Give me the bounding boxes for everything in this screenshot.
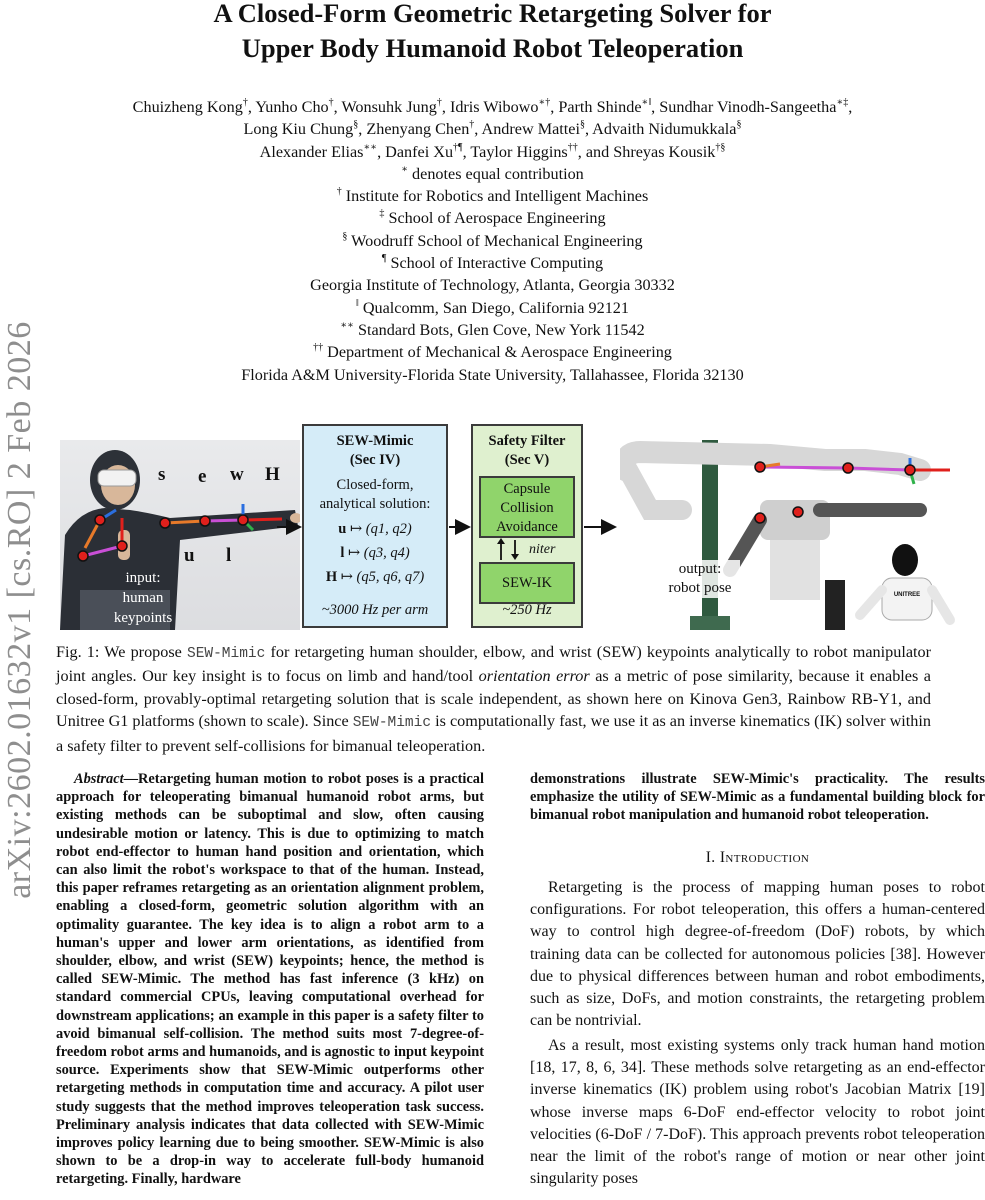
affiliation xyxy=(30,252,955,274)
affiliation xyxy=(30,297,955,319)
section-title: Introduction xyxy=(719,848,810,866)
abstract-continued: demonstrations illustrate SEW-Mimic's practicality. The results emphasize the utility of SEW-Mimic as a fundamental building block for bimanual robot manipulation and humanoid robot teleoperation. xyxy=(530,771,985,824)
author-mark: § xyxy=(736,119,742,131)
figure-1 xyxy=(55,422,985,634)
affiliation-text: Woodruff School of Mechanical Engineering xyxy=(351,231,643,250)
author-sep: , xyxy=(247,98,256,116)
arxiv-stamp-text: arXiv:2602.01632v1 [cs.RO] 2 Feb 2026 xyxy=(1,321,38,899)
author-name: Parth Shinde xyxy=(558,98,642,116)
author-line-2 xyxy=(30,118,955,140)
caption-text: as a metric of pose similarity, because it enables a closed-form, provably-optimal retargeting solution that is scale independent, as shown here on Kinova Gen3, Rainbow RB-Y1, and Unitree G1 platforms (shown to scale). Since xyxy=(56,667,931,731)
sew-box-title: SEW-Mimic xyxy=(336,433,414,449)
author-name: Taylor Higgins xyxy=(470,142,568,161)
affiliation xyxy=(30,163,955,185)
affiliation xyxy=(30,274,955,296)
author-name: Sundhar Vinodh-Sangeetha xyxy=(659,98,837,116)
map-lhs: H xyxy=(325,569,338,585)
author-sep: , xyxy=(474,120,482,139)
affiliation-text: Department of Mechanical & Aerospace Engineering xyxy=(327,343,672,362)
intro-paragraph-2: As a result, most existing systems only track human hand motion [18, 17, 8, 6, 34]. These methods solve retargeting as an end-effector inverse kinematics (IK) problem using robot's Jacobian Matrix [19] whose inverse maps 6-DoF end-effector velocity to robot joint velocities (6-DoF / 7-DoF). This approach prevents robot teleoperation near the limit of the robot's range of motion or near other joint singularity poses xyxy=(530,1036,985,1188)
author-sep: , xyxy=(550,98,559,116)
caption-text: Fig. 1: We propose xyxy=(56,643,187,661)
capsule-label: Avoidance xyxy=(496,519,558,535)
label-H: H xyxy=(265,464,280,485)
safety-filter-box xyxy=(471,424,583,628)
author-name: Chuizheng Kong xyxy=(132,98,243,116)
author-mark: ∗† xyxy=(538,97,551,108)
abstract-dash: — xyxy=(123,771,138,787)
map-rhs: (q1, q2) xyxy=(365,521,412,537)
abstract xyxy=(56,770,484,1189)
robot-logo: UNITREE xyxy=(893,592,921,598)
affiliation xyxy=(30,364,955,386)
affiliation-mark: ∗∗ xyxy=(340,319,354,331)
abstract-label: Abstract xyxy=(74,771,124,787)
map-rhs: (q5, q6, q7) xyxy=(356,569,425,585)
affiliation-text: Qualcomm, San Diego, California 92121 xyxy=(362,298,629,317)
author-mark: † xyxy=(242,97,248,108)
affiliation xyxy=(30,207,955,229)
label-e: e xyxy=(198,466,207,487)
output-label xyxy=(660,560,740,598)
affiliation-mark: † xyxy=(336,186,342,198)
affiliation-text: Standard Bots, Glen Cove, New York 11542 xyxy=(357,320,645,339)
affiliation-mark: ‖ xyxy=(355,297,359,309)
sew-box-desc: analytical solution: xyxy=(319,496,431,512)
sew-box-rate: ~3000 Hz per arm xyxy=(321,602,429,618)
author-mark: § xyxy=(579,119,585,131)
input-label-line: input: xyxy=(125,570,161,586)
caption-method-name: SEW-Mimic xyxy=(187,646,266,662)
author-sep: , xyxy=(651,98,660,116)
author-sep: , xyxy=(848,98,853,116)
robots-svg xyxy=(620,440,985,632)
author-mark: †¶ xyxy=(453,141,463,153)
capsule-label: Collision xyxy=(500,500,554,516)
abstract-text: Retargeting human motion to robot poses is a practical approach for teleoperating bimanual humanoid robot arms, but existing methods can be suboptimal and slow, often causing undesirable motion or latency. This is due to optimizing to match robot end-effector to human hand position and orientation, which can also limit the robot's workspace to that of the human. Instead, this paper reframes retargeting as an orientation alignment problem, enabling a closed-form, geometric solution algorithm with an optimality guarantee. The key idea is to align a robot arm to a human's upper and lower arm orientations, as identified from shoulder, elbow, and wrist (SEW) keypoints; hence, the method is called SEW-Mimic. The method has fast inference (3 kHz) on standard commercial CPUs, leaving computational overhead for downstream applications; an example in this paper is a safety filter to avoid bimanual self-collision. The method suits most 7-degree-of-freedom robot arms and humanoids, and is agnostic to input keypoint source. Experiments show that SEW-Mimic outperforms other retargeting methods in computation time and accuracy. A pilot user study suggests that the method improves teleoperation task success. Preliminary analysis indicates that data collected with SEW-Mimic improves policy learning due to being smoother. SEW-Mimic is also shown to be a drop-in way to accelerate full-body humanoid retargeting. Finally, hardware xyxy=(56,771,484,1188)
author-sep: , xyxy=(462,142,471,161)
section-numeral: I. xyxy=(705,848,716,866)
robots-illustration xyxy=(620,440,985,632)
sew-map-H: H ↦ (q5, q6, q7) xyxy=(325,569,425,585)
intro-paragraph-1: Retargeting is the process of mapping human poses to robot configurations. For robot teleoperation, this offers a human-centered way to control high degree-of-freedom (DoF) robots, by which training data can be collected for autonomous policies [38]. However due to physical differences between human and robot embodiments, such as size, DoFs, and motion constraints, the retargeting problem can be nontrivial. xyxy=(530,878,985,1030)
capsule-collision-box xyxy=(479,476,575,538)
author-mark: † xyxy=(436,97,442,108)
author-line-3 xyxy=(30,141,955,163)
capsule-label: Capsule xyxy=(503,481,551,497)
affiliation-mark: ∗ xyxy=(401,163,408,175)
affiliation-mark: § xyxy=(342,230,348,242)
author-mark: †† xyxy=(567,141,578,153)
author-name: Shreyas Kousik xyxy=(613,142,716,161)
caption-text: is computationally fast, we use it as an inverse kinematics (IK) solver within a safety filter to prevent self-collisions for bimanual teleoperation. xyxy=(56,712,931,755)
author-sep: , xyxy=(441,98,450,116)
safety-box-section: (Sec V) xyxy=(504,452,550,468)
sew-map-u: u ↦ (q1, q2) xyxy=(338,521,412,537)
author-name: Zhenyang Chen xyxy=(366,120,470,139)
author-name: Yunho Cho xyxy=(255,98,329,116)
niter-label: niter xyxy=(529,542,556,557)
output-label-line: output: xyxy=(678,561,722,577)
author-name: Danfei Xu xyxy=(385,142,454,161)
label-l: l xyxy=(226,545,232,566)
label-w: w xyxy=(230,464,244,485)
section-heading xyxy=(530,849,985,867)
author-mark: †§ xyxy=(715,141,726,153)
arxiv-stamp xyxy=(0,300,40,920)
affiliation-mark: ¶ xyxy=(381,253,387,265)
figure-caption xyxy=(56,641,931,757)
sew-box-desc: Closed-form, xyxy=(336,477,414,493)
title-line-2: Upper Body Humanoid Robot Teleoperation xyxy=(241,33,744,63)
affiliation-text: School of Aerospace Engineering xyxy=(388,209,606,228)
affiliation xyxy=(30,341,955,363)
author-sep: , xyxy=(584,120,593,139)
input-label-line: keypoints xyxy=(113,610,173,626)
sew-ik-box: SEW-IK xyxy=(479,562,575,604)
caption-method-name: SEW-Mimic xyxy=(352,715,432,732)
affiliation xyxy=(30,319,955,341)
affiliation xyxy=(30,230,955,252)
sew-mimic-box xyxy=(302,424,448,628)
author-mark: ∗∗ xyxy=(363,141,378,153)
author-name: Alexander Elias xyxy=(259,142,364,161)
sew-map-l: l ↦ (q3, q4) xyxy=(340,545,410,561)
author-mark: † xyxy=(328,97,334,108)
input-label-line: human xyxy=(122,590,164,606)
author-mark: § xyxy=(353,119,359,131)
author-name: Long Kiu Chung xyxy=(243,120,354,139)
author-line-1 xyxy=(30,96,955,118)
affiliation-text: denotes equal contribution xyxy=(412,164,584,183)
author-sep: , and xyxy=(577,142,614,161)
author-name: Advaith Nidumukkala xyxy=(592,120,737,139)
safety-box-title: Safety Filter xyxy=(488,433,566,449)
author-name: Andrew Mattei xyxy=(481,120,580,139)
author-sep: , xyxy=(358,120,367,139)
right-column xyxy=(530,770,985,1191)
author-name: Wonsuhk Jung xyxy=(341,98,437,116)
author-mark: ∗‡ xyxy=(836,97,849,108)
affiliation-text: Institute for Robotics and Intelligent Machines xyxy=(345,187,649,206)
paper-title xyxy=(0,0,985,66)
affiliation-text: School of Interactive Computing xyxy=(390,254,604,273)
author-sep: , xyxy=(377,142,386,161)
affiliation xyxy=(30,185,955,207)
affiliation-text: Florida A&M University-Florida State University, Tallahassee, Florida 32130 xyxy=(241,365,744,384)
map-lhs: u xyxy=(338,521,347,537)
author-block xyxy=(30,96,955,386)
output-label-line: robot pose xyxy=(668,580,732,596)
caption-text: for retargeting human shoulder, elbow, and wrist (SEW) keypoints analytically to robot manipulator joint angles. Our key insight is to focus on limb and hand/tool xyxy=(56,643,931,686)
affiliation-mark: †† xyxy=(313,342,324,354)
safety-box-rate: ~250 Hz xyxy=(502,602,552,618)
map-rhs: (q3, q4) xyxy=(363,545,410,561)
author-name: Idris Wibowo xyxy=(449,98,539,116)
title-line-1: A Closed-Form Geometric Retargeting Solver for xyxy=(213,0,772,28)
map-lhs: l xyxy=(340,545,345,561)
label-s: s xyxy=(158,464,166,485)
affiliation-text: Georgia Institute of Technology, Atlanta, Georgia 30332 xyxy=(310,276,675,295)
caption-emphasis: orientation error xyxy=(478,667,590,686)
author-sep: , xyxy=(333,98,342,116)
author-mark: † xyxy=(469,119,475,131)
author-mark: ∗‖ xyxy=(641,97,652,108)
label-u: u xyxy=(184,545,195,566)
affiliation-mark: ‡ xyxy=(379,208,385,220)
sew-box-section: (Sec IV) xyxy=(349,452,401,468)
iteration-arrows xyxy=(473,538,581,562)
